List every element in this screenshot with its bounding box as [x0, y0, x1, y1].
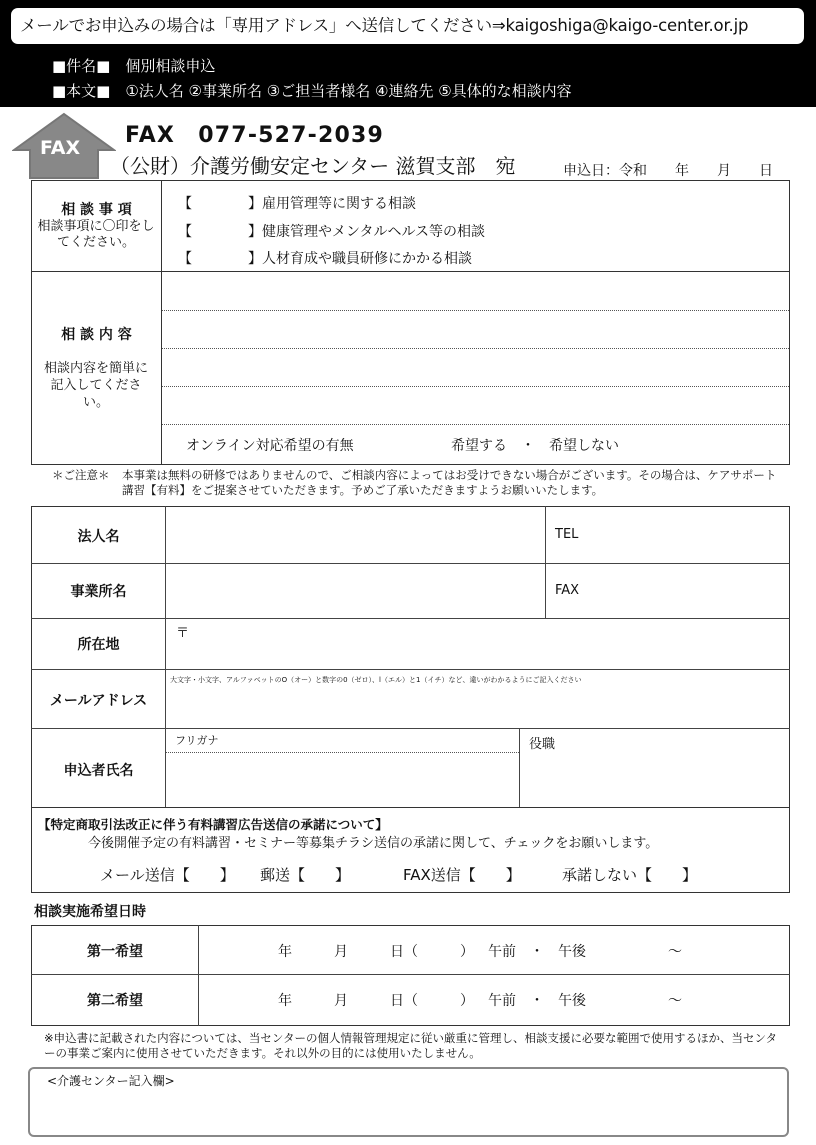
second-choice-date[interactable]: 年 月 日（ ）	[278, 993, 474, 1009]
email-notice: メールでお申込みの場合は「専用アドレス」へ送信してください⇒kaigoshiga@kaigo-center.or.jp	[11, 8, 804, 44]
first-choice-label: 第一希望	[87, 944, 143, 960]
postal-mark: 〒	[176, 626, 190, 641]
privacy-note: ※申込書に記載された内容については、当センターの個人情報管理規定に従い厳重に管理し、相談支援に必要な範囲で使用するほか、当センターの事業ご案内に使用させていただきます。それ以外の目的には使用いたしません。	[44, 1031, 777, 1060]
corp-input[interactable]	[166, 507, 545, 563]
divider	[31, 974, 790, 975]
position-label: 役職	[529, 737, 556, 752]
consult-option-health[interactable]: 【 】健康管理やメンタルヘルス等の相談	[178, 224, 486, 240]
fax-label: FAX	[555, 583, 580, 598]
consent-title: 【特定商取引法改正に伴う有料講習広告送信の承諾について】	[38, 817, 388, 832]
schedule-heading: 相談実施希望日時	[34, 904, 146, 920]
subject-line: ■件名■ 個別相談申込	[52, 57, 216, 75]
furigana-input[interactable]	[230, 729, 519, 752]
consent-email[interactable]: メール送信【 】	[100, 866, 235, 884]
applicant-name-label: 申込者氏名	[63, 763, 134, 779]
position-input[interactable]	[520, 750, 789, 808]
consent-decline[interactable]: 承諾しない【 】	[562, 866, 698, 884]
office-input[interactable]	[166, 564, 545, 618]
office-label: 事業所名	[70, 584, 127, 600]
caution-text: 本事業は無料の研修ではありませんので、ご相談内容によってはお受けできない場合がございます。その場合は、ケアサポート講習【有料】をご提案させていただきます。予めご了承いただきますようお願いいたします。	[122, 468, 777, 497]
email-label: メールアドレス	[49, 693, 148, 709]
consult-items-heading: 相 談 事 項	[61, 202, 132, 218]
divider	[31, 669, 790, 670]
second-choice-ampm[interactable]: 午前 ・ 午後	[488, 993, 586, 1009]
consult-content-input[interactable]	[162, 272, 789, 424]
email-hint: 大文字・小文字、アルファベットのO（オー）と数字の0（ゼロ）、l（エル）と1（イチ）など、違いがわかるようにご記入ください	[170, 676, 582, 684]
fax-input[interactable]	[585, 564, 789, 618]
application-date: 申込日：令和 年 月 日	[563, 163, 773, 179]
tel-label: TEL	[555, 527, 579, 542]
furigana-label: フリガナ	[175, 734, 219, 747]
first-choice-ampm[interactable]: 午前 ・ 午後	[488, 944, 586, 960]
corp-label: 法人名	[77, 529, 120, 545]
tel-input[interactable]	[585, 507, 789, 563]
addressee: （公財）介護労働安定センター 滋賀支部 宛	[110, 154, 516, 178]
caution-label: ＊ご注意＊	[52, 468, 110, 482]
fax-badge-label: FAX	[40, 137, 81, 159]
writing-line	[162, 424, 789, 425]
first-choice-tilde: ～	[668, 944, 682, 960]
consult-items-instruction: 相談事項に〇印をしてください。	[37, 219, 155, 250]
consult-content-heading: 相 談 内 容	[61, 327, 132, 343]
consent-text: 今後開催予定の有料講習・セミナー等募集チラシ送信の承諾に関して、チェックをお願いします。	[88, 836, 659, 851]
body-line: ■本文■ ①法人名 ②事業所名 ③ご担当者様名 ④連絡先 ⑤具体的な相談内容	[52, 82, 572, 100]
consult-content-instruction: 相談内容を簡単に記入してください。	[44, 361, 149, 410]
office-use-label: <介護センター記入欄>	[47, 1074, 175, 1088]
applicant-name-input[interactable]	[166, 753, 519, 808]
consult-option-employment[interactable]: 【 】雇用管理等に関する相談	[178, 196, 416, 212]
divider	[545, 506, 546, 618]
online-options[interactable]: 希望する ・ 希望しない	[451, 438, 619, 454]
address-label: 所在地	[77, 637, 120, 653]
consent-post[interactable]: 郵送【 】	[260, 866, 351, 884]
address-input[interactable]	[166, 619, 789, 669]
second-choice-label: 第二希望	[87, 993, 143, 1009]
divider	[198, 925, 199, 1026]
email-input[interactable]	[166, 686, 789, 728]
consent-fax[interactable]: FAX送信【 】	[403, 866, 521, 884]
online-label: オンライン対応希望の有無	[186, 438, 354, 454]
fax-number: FAX 077-527-2039	[125, 123, 385, 148]
first-choice-date[interactable]: 年 月 日（ ）	[278, 944, 474, 960]
second-choice-tilde: ～	[668, 993, 682, 1009]
consult-option-training[interactable]: 【 】人材育成や職員研修にかかる相談	[178, 251, 472, 267]
